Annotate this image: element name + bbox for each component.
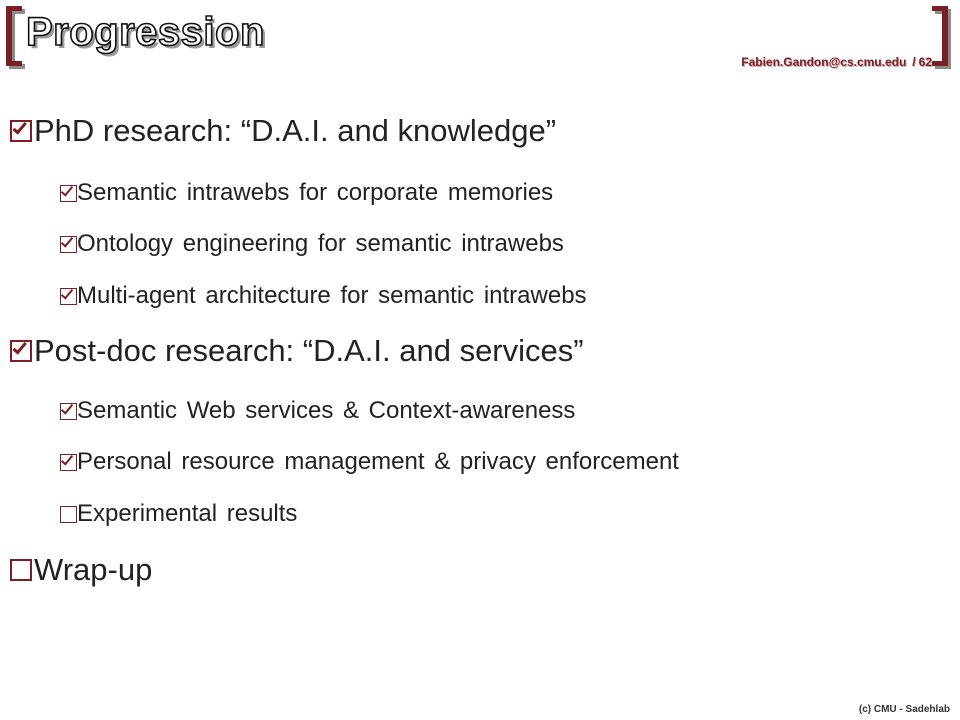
checkbox-checked-icon [10,120,32,142]
checkbox-empty-icon [60,506,77,523]
checkbox-checked-icon [10,340,32,362]
page-separator: / [912,55,916,69]
bullet-item-label: Semantic intrawebs for corporate memories [77,179,554,206]
bullet-item-label: Semantic Web services & Context-awareness [77,397,576,424]
bullet-item [10,550,152,590]
checkbox-checked-icon [60,236,77,253]
bullet-item [60,177,553,209]
bullet-item [10,111,556,151]
bullet-item-label: Wrap-up [34,552,153,587]
checkbox-empty-icon [10,559,32,581]
footer-copyright: (c) CMU - Sadehlab [858,704,950,715]
bullet-item-label: Experimental results [77,500,298,527]
bullet-item-label: Personal resource management & privacy enforcement [77,448,679,475]
bullet-item-label: PhD research: “D.A.I. and knowledge” [34,113,557,148]
checkbox-checked-icon [60,185,77,202]
checkbox-checked-icon [60,454,77,471]
bullet-item-label: Multi-agent architecture for semantic intrawebs [77,282,587,309]
bullet-item [60,280,587,312]
bullet-item [60,446,679,478]
bullet-item [10,331,584,371]
author-email: Fabien.Gandon@cs.cmu.edu [741,55,907,69]
checkbox-checked-icon [60,403,77,420]
page-number: 62 [918,55,932,69]
bullet-item [60,498,297,530]
slide-title: Progression [26,10,265,54]
bullet-item-label: Post-doc research: “D.A.I. and services” [34,333,584,368]
bullet-item [60,228,564,260]
checkbox-checked-icon [60,288,77,305]
bullet-item [60,395,575,427]
bullet-item-label: Ontology engineering for semantic intrawebs [77,230,564,257]
